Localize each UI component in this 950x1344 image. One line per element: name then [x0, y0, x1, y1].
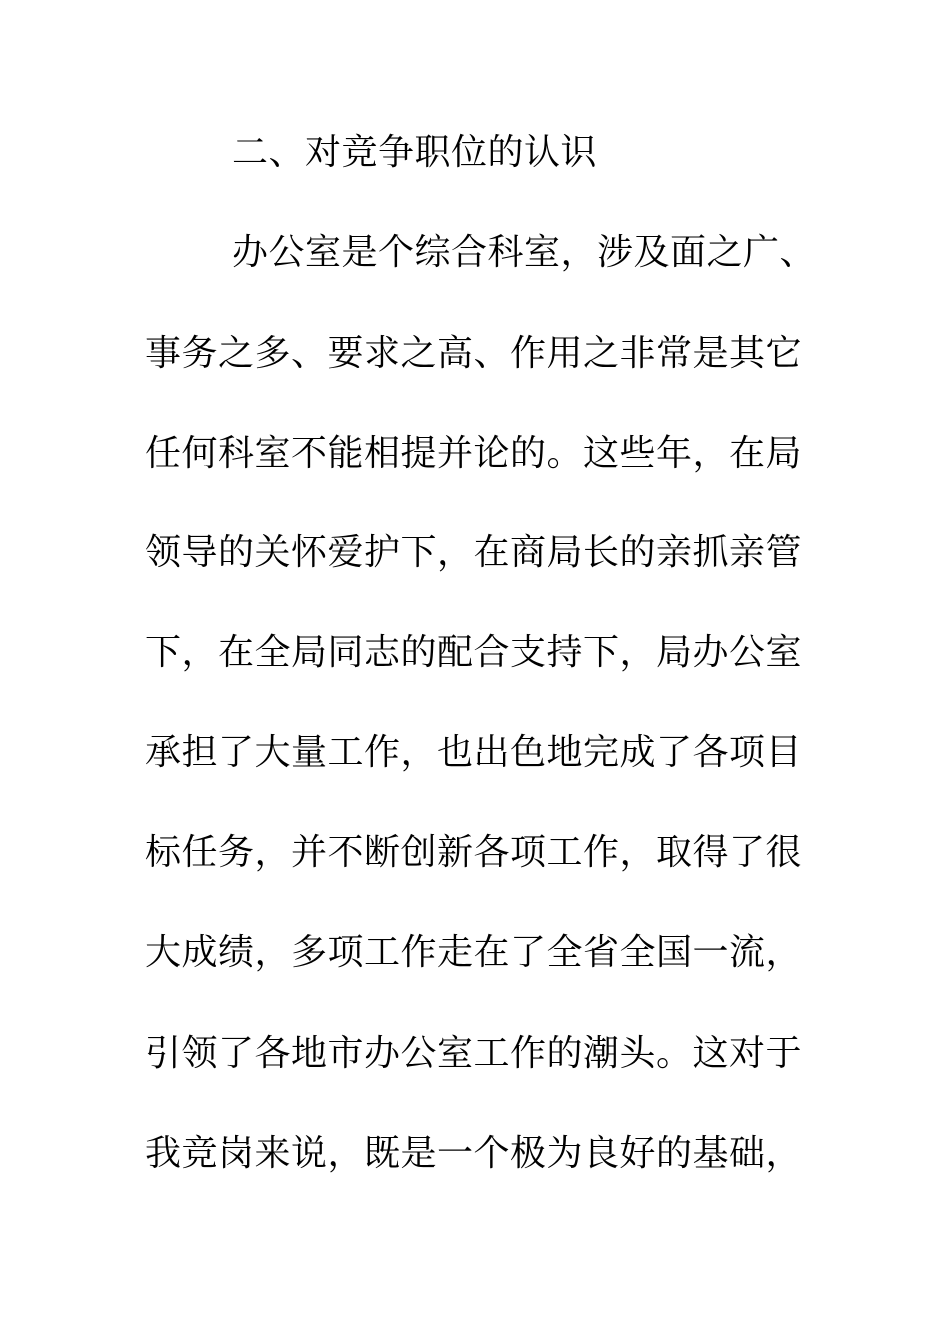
paragraph-line: 标任务，并不断创新各项工作，取得了很 [145, 832, 803, 873]
paragraph-line: 承担了大量工作，也出色地完成了各项目 [145, 732, 803, 773]
paragraph-line: 任何科室不能相提并论的。这些年，在局 [145, 433, 803, 474]
paragraph-line: 大成绩，多项工作走在了全省全国一流， [145, 932, 803, 973]
paragraph-line: 事务之多、要求之高、作用之非常是其它 [145, 333, 803, 374]
paragraph-line: 下，在全局同志的配合支持下，局办公室 [145, 632, 803, 673]
paragraph-line: 引领了各地市办公室工作的潮头。这对于 [145, 1033, 803, 1074]
paragraph-line: 我竞岗来说，既是一个极为良好的基础， [145, 1133, 803, 1174]
paragraph-line: 领导的关怀爱护下，在商局长的亲抓亲管 [145, 532, 803, 573]
paragraph-line: 办公室是个综合科室，涉及面之广、 [232, 232, 817, 273]
section-heading: 二、对竞争职位的认识 [232, 132, 598, 173]
